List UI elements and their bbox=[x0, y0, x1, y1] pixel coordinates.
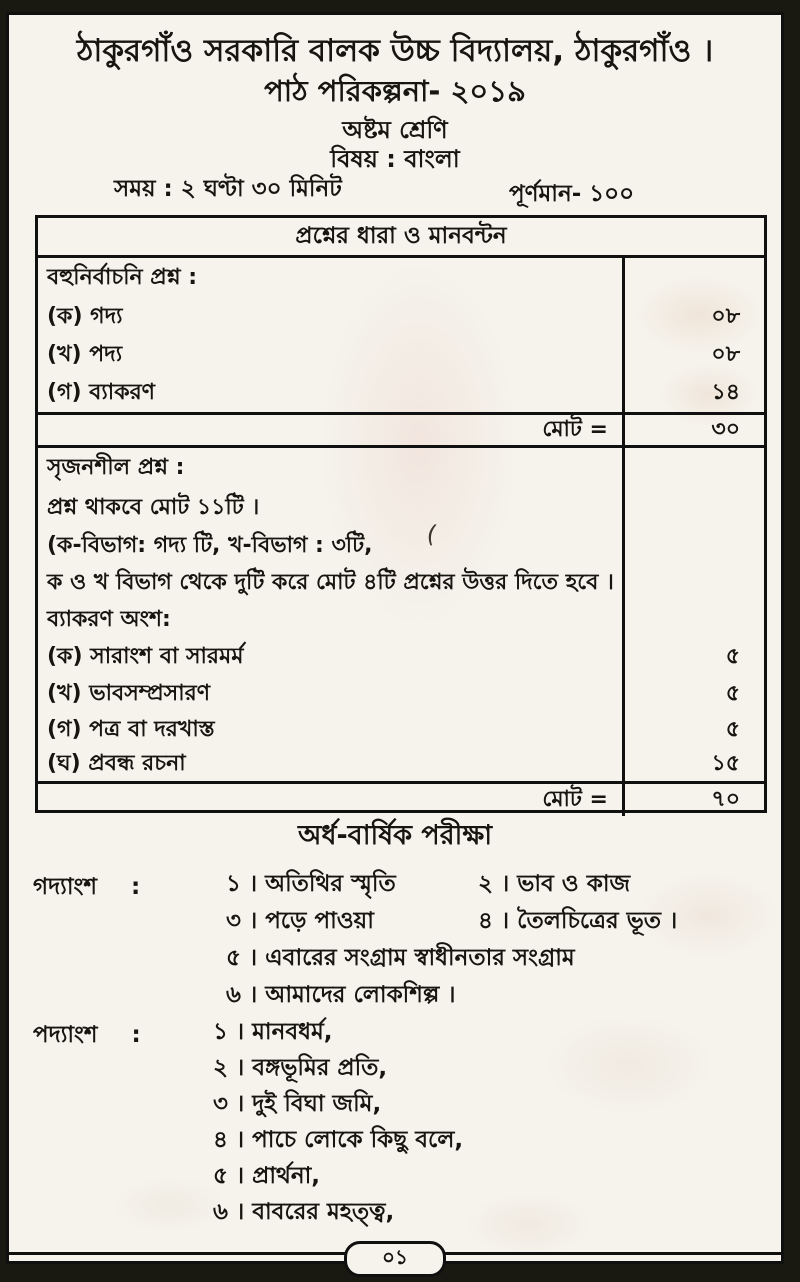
table-row bbox=[38, 713, 764, 748]
row-marks: ৫ bbox=[622, 713, 764, 748]
row-label: মোট = bbox=[542, 416, 608, 442]
table-row bbox=[38, 748, 764, 781]
poetry-item: ১ । মানবধর্ম, bbox=[213, 1018, 333, 1045]
poetry-section-label: পদ্যাংশ : bbox=[33, 1022, 141, 1048]
prose-item: ৪ । তৈলচিত্রের ভূত । bbox=[478, 908, 678, 934]
row-label: (ক-বিভাগ: গদ্য টি, খ-বিভাগ : ৩টি, bbox=[47, 533, 373, 558]
poetry-item: ৩ । দুই বিঘা জমি, bbox=[213, 1090, 382, 1117]
row-marks bbox=[622, 565, 764, 601]
row-label: প্রশ্ন থাকবে মোট ১১টি । bbox=[47, 494, 260, 520]
row-label: (ঘ) প্রবন্ধ রচনা bbox=[47, 751, 186, 776]
table-row bbox=[38, 528, 764, 565]
page-number: ০১ bbox=[382, 1244, 408, 1269]
page-number-pill bbox=[344, 1241, 446, 1277]
table-row bbox=[38, 258, 764, 298]
school-name: ঠাকুরগাঁও সরকারি বালক উচ্চ বিদ্যালয়, ঠাকুরগাঁও । bbox=[76, 33, 714, 69]
poetry-item: ৫ । প্রার্থনা, bbox=[213, 1162, 321, 1189]
table-title: প্রশ্নের ধারা ও মানবন্টন bbox=[38, 218, 764, 258]
table-row bbox=[38, 601, 764, 639]
row-label: মোট = bbox=[542, 786, 608, 812]
row-marks: ১৪ bbox=[622, 374, 764, 412]
table-body bbox=[38, 258, 764, 816]
list-row bbox=[213, 1194, 463, 1230]
row-label: (খ) ভাবসম্প্রসারণ bbox=[47, 681, 211, 706]
list-row bbox=[213, 1014, 463, 1050]
subject-line: বিষয় : বাংলা bbox=[330, 145, 460, 173]
row-marks: ১৫ bbox=[622, 748, 764, 781]
list-row bbox=[213, 1086, 463, 1122]
prose-item: ৬ । আমাদের লোকশিল্প । bbox=[226, 982, 456, 1008]
table-row bbox=[38, 298, 764, 336]
list-row bbox=[226, 903, 677, 940]
row-marks: ৫ bbox=[622, 676, 764, 713]
list-row bbox=[213, 1050, 463, 1086]
row-label: ব্যাকরণ অংশ: bbox=[47, 606, 171, 632]
exam-time: সময় : ২ ঘণ্টা ৩০ মিনিট bbox=[114, 176, 342, 202]
prose-item: ৩ । পড়ে পাওয়া bbox=[226, 908, 374, 934]
table-row bbox=[38, 565, 764, 601]
table-row bbox=[38, 639, 764, 676]
scanned-document-page bbox=[6, 12, 784, 1269]
table-row bbox=[38, 488, 764, 528]
row-label: বহুনির্বাচনি প্রশ্ন : bbox=[47, 264, 198, 290]
table-row bbox=[38, 374, 764, 412]
plan-title: পাঠ পরিকল্পনা- ২০১৯ bbox=[264, 74, 526, 108]
full-marks: পূর্ণমান- ১০০ bbox=[509, 181, 635, 207]
row-marks bbox=[622, 601, 764, 639]
exam-section-title: অর্ধ-বার্ষিক পরীক্ষা bbox=[297, 820, 493, 851]
class-name: অষ্টম শ্রেণি bbox=[342, 116, 448, 144]
row-label: (গ) ব্যাকরণ bbox=[47, 379, 155, 405]
scan-pen-mark: ( bbox=[424, 519, 440, 549]
prose-section-label: গদ্যাংশ : bbox=[33, 874, 141, 900]
row-marks: ০৮ bbox=[622, 336, 764, 374]
table-total-row bbox=[38, 412, 764, 448]
row-marks bbox=[622, 488, 764, 528]
row-label: (গ) পত্র বা দরখাস্ত bbox=[47, 717, 215, 742]
prose-item: ২ । ভাব ও কাজ bbox=[478, 871, 631, 897]
list-row bbox=[213, 1122, 463, 1158]
marks-distribution-table bbox=[35, 215, 767, 813]
row-marks bbox=[622, 258, 764, 298]
list-row bbox=[226, 866, 677, 903]
table-row bbox=[38, 676, 764, 713]
table-row bbox=[38, 448, 764, 488]
row-label: (ক) সারাংশ বা সারমর্ম bbox=[47, 644, 244, 669]
row-label: (ক) গদ্য bbox=[47, 303, 123, 329]
poetry-list bbox=[213, 1014, 463, 1230]
list-row bbox=[226, 977, 677, 1014]
row-marks: ৭০ bbox=[622, 784, 764, 816]
row-marks: ৫ bbox=[622, 639, 764, 676]
row-marks: ৩০ bbox=[622, 415, 764, 445]
poetry-item: ৪ । পাচে লোকে কিছু বলে, bbox=[213, 1126, 464, 1153]
list-row bbox=[213, 1158, 463, 1194]
table-total-row bbox=[38, 781, 764, 816]
poetry-item: ২ । বঙ্গভূমির প্রতি, bbox=[213, 1054, 388, 1081]
row-marks bbox=[622, 528, 764, 565]
table-row bbox=[38, 336, 764, 374]
prose-list bbox=[226, 866, 677, 1014]
row-marks bbox=[622, 448, 764, 488]
row-marks: ০৮ bbox=[622, 298, 764, 336]
list-row bbox=[226, 940, 677, 977]
prose-item: ৫ । এবারের সংগ্রাম স্বাধীনতার সংগ্রাম bbox=[226, 945, 575, 971]
row-label: সৃজনশীল প্রশ্ন : bbox=[47, 454, 185, 480]
poetry-item: ৬ । বাবরের মহত্ত্ব, bbox=[213, 1198, 395, 1225]
prose-item: ১ । অতিথির স্মৃতি bbox=[226, 871, 396, 897]
row-label: ক ও খ বিভাগ থেকে দুটি করে মোট ৪টি প্রশ্নের উত্তর দিতে হবে । bbox=[47, 569, 614, 595]
row-label: (খ) পদ্য bbox=[47, 341, 123, 367]
